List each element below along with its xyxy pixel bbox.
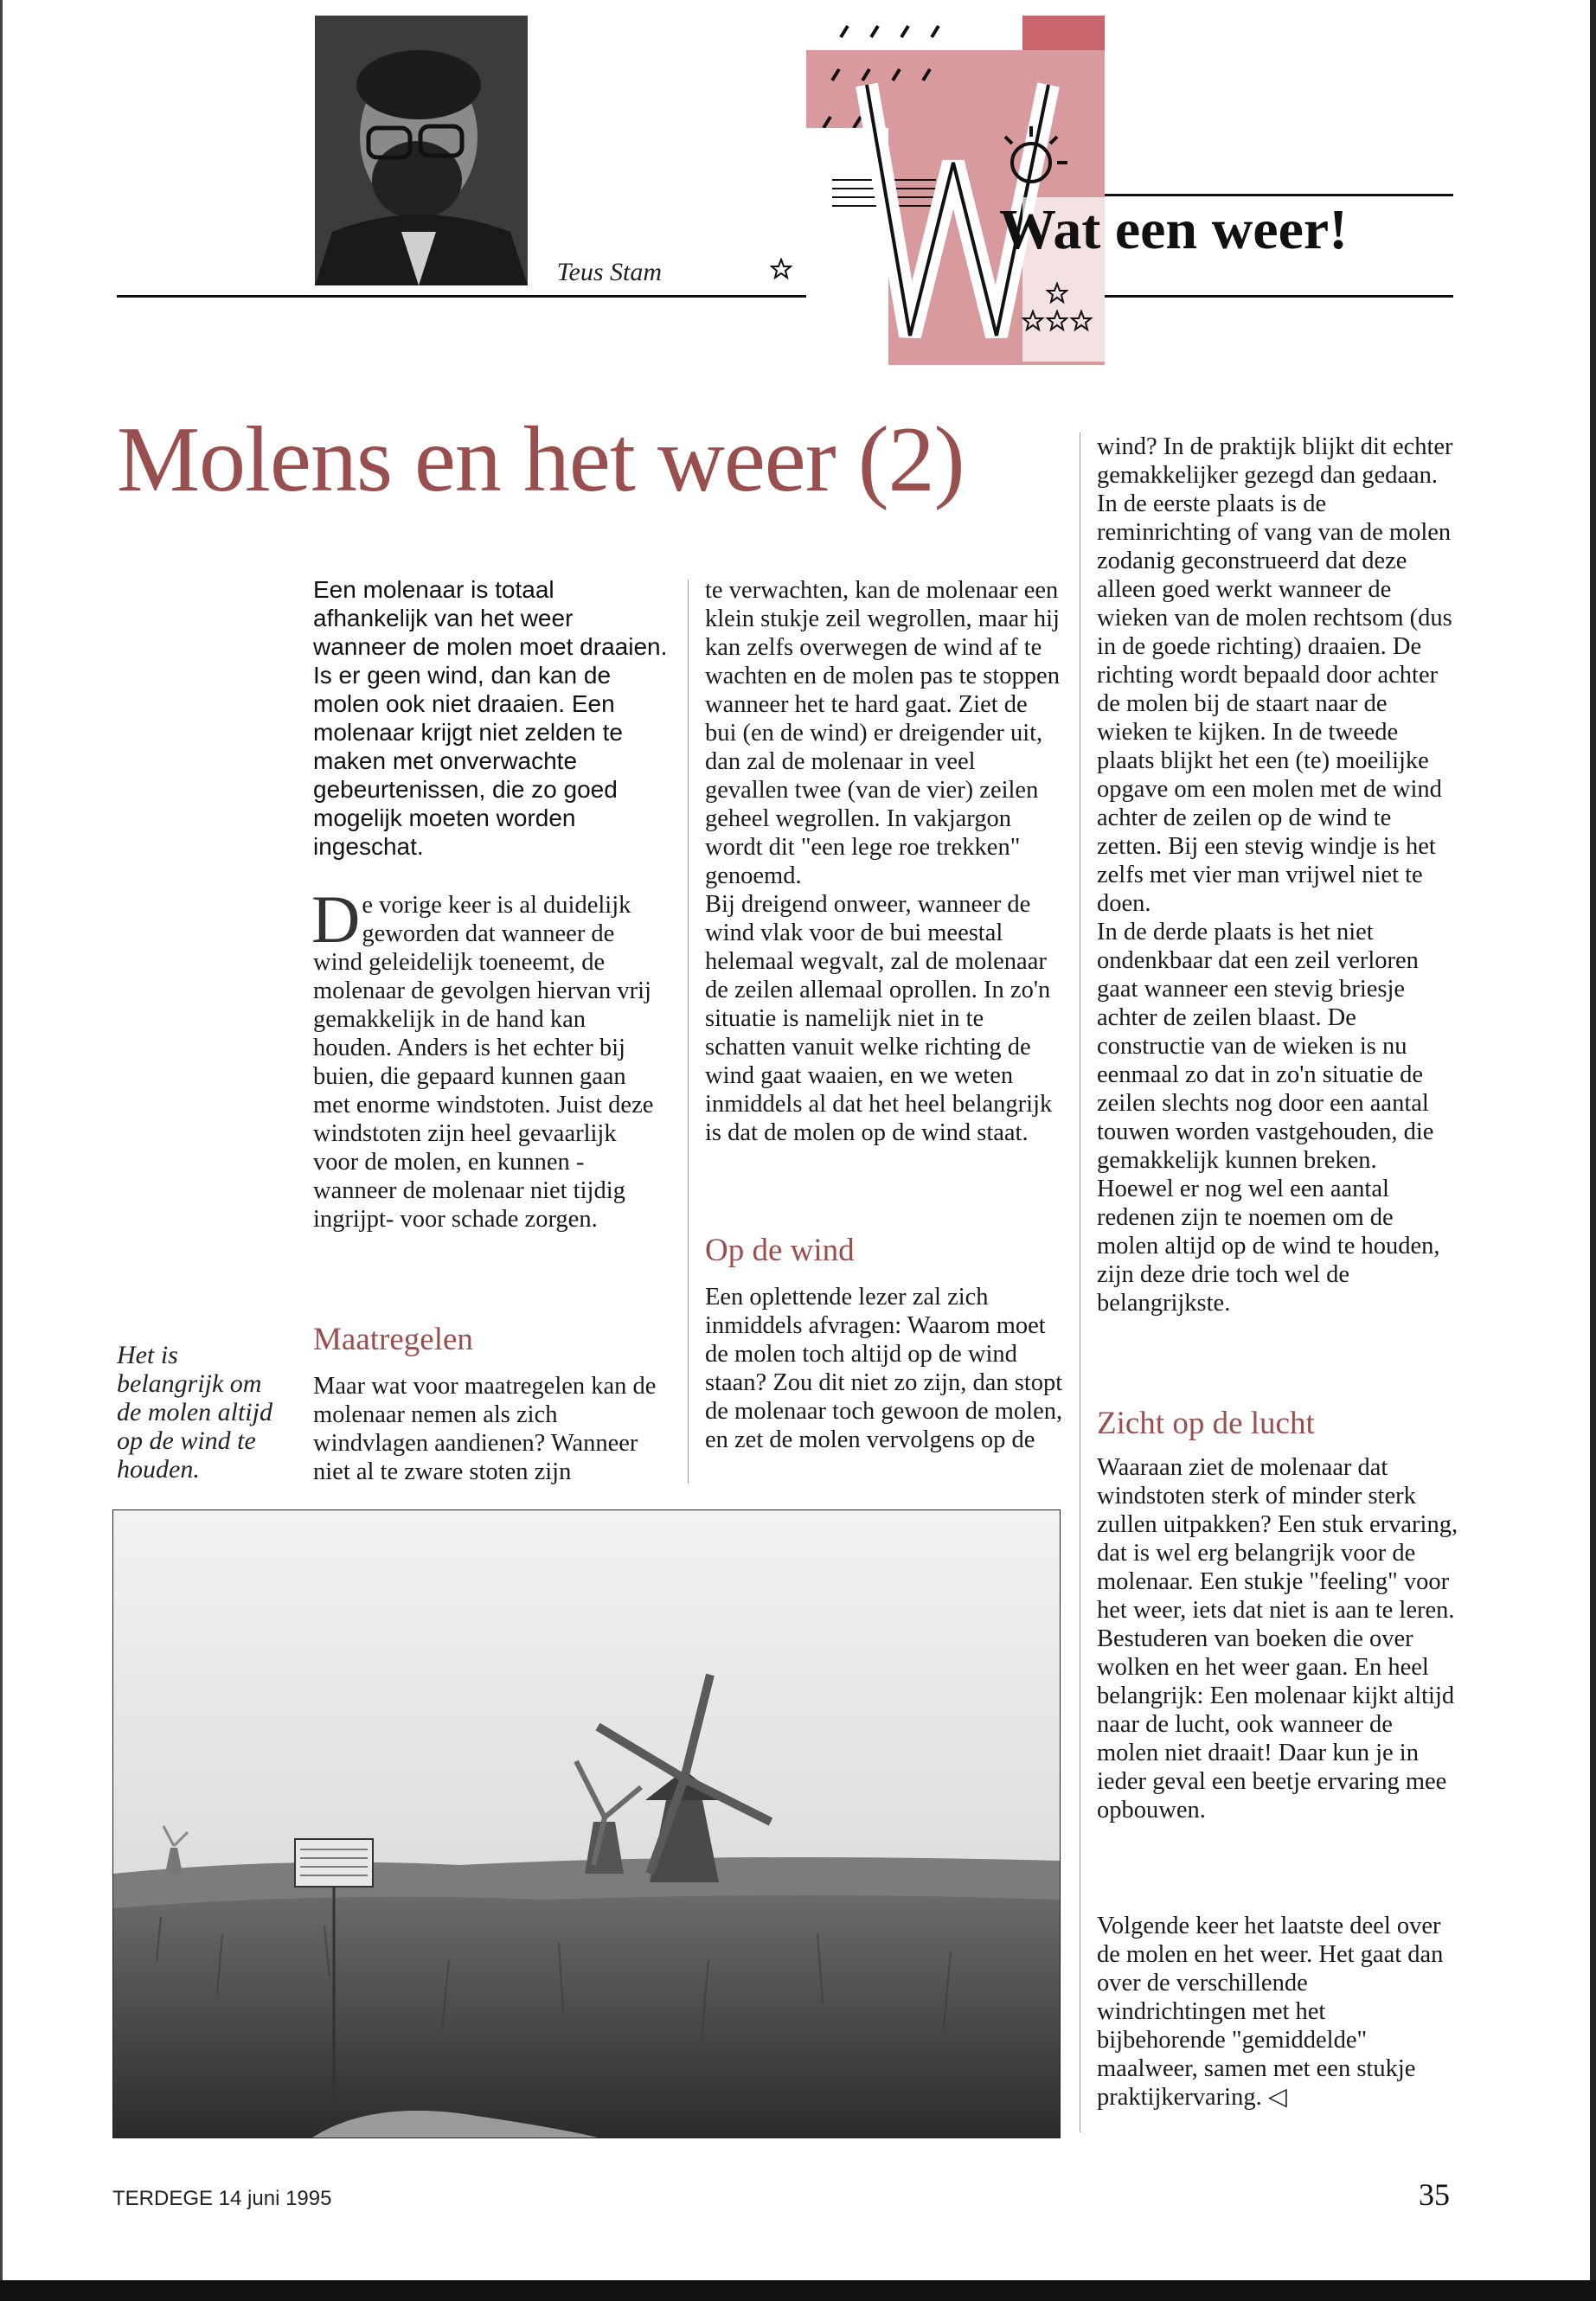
body-column-2 [705, 576, 1064, 1147]
author-portrait [315, 16, 528, 285]
star-icon [770, 258, 792, 285]
portrait-photo [315, 16, 528, 285]
article-lead: Een molenaar is totaal afhankelijk van het weer wanneer de molen moet draaien. Is er geen wind, dan kan de molen ook niet draaien. Een molenaar krijgt niet zelden te maken met onverwachte gebeurtenissen, die zo goed mogelijk moeten worden ingeschat. [313, 576, 668, 860]
scan-edge-bottom [0, 2280, 1596, 2301]
column-title: Wat een weer! [999, 198, 1349, 261]
body-paragraph: Hoewel er nog wel een aantal redenen zijn te noemen om de molen altijd op de wind te houden, zijn deze drie toch wel de belangrijkste. [1097, 1176, 1440, 1317]
subheading-maatregelen: Maatregelen [313, 1322, 473, 1357]
pull-caption: Het is belangrijk om de molen altijd op de wind te houden. [117, 1341, 272, 1484]
drop-cap: D [311, 881, 361, 957]
article-title: Molens en het weer (2) [117, 408, 965, 511]
subheading-zicht-op-de-lucht: Zicht op de lucht [1097, 1406, 1315, 1441]
footer-publication: TERDEGE 14 juni 1995 [112, 2187, 332, 2210]
body-paragraph-maatregelen: Maar wat voor maatregelen kan de molenaar nemen als zich windvlagen aandienen? Wanneer niet al te zware stoten zijn [313, 1373, 657, 1485]
page-number: 35 [1419, 2177, 1450, 2212]
body-paragraph-zicht: Waaraan ziet de molenaar dat windstoten sterk of minder sterk zullen uitpakken? Een stuk ervaring, dat is wel erg belangrijk voor de molenaar. Een stukje "feeling" voor het weer, iets dat niet is aan te leren. Bestuderen van boeken die over wolken en het weer gaan. En heel belangrijk: Een molenaar kijkt altijd naar de lucht, ook wanneer de molen niet draait! Daar kun je in ieder geval een beetje ervaring mee opbouwen. [1097, 1454, 1458, 1823]
body-column-1 [311, 881, 659, 1234]
column-divider-1 [688, 580, 689, 1484]
subheading-op-de-wind: Op de wind [705, 1233, 855, 1268]
body-paragraph-closing: Volgende keer het laatste deel over de molen en het weer. Het gaat dan over de verschillende windrichtingen met het bijbehorende "gemiddelde" maalweer, samen met een stukje praktijkervaring. ◁ [1097, 1913, 1444, 2111]
body-paragraph: In de derde plaats is het niet ondenkbaar dat een zeil verloren gaat wanneer een stevig briesje achter de zeilen blaast. De constructie van de wieken is nu eenmaal zo dat in zo'n situatie de zeilen slechts nog door een aantal touwen worden vastgehouden, die gemakkelijk kunnen breken. [1097, 919, 1434, 1174]
header-rule [117, 295, 1453, 298]
body-paragraph: wind? In de praktijk blijkt dit echter gemakkelijker gezegd dan gedaan. In de eerste plaats is de reminrichting of vang van de molen zodanig geconstrueerd dat deze alleen goed werkt wanneer de wieken van de molen rechtsom (dus in de goede richting) draaien. De richting wordt bepaald door achter de molen bij de staart naar de wieken te kijken. In de tweede plaats blijkt het een (te) moeilijke opgave om een molen met de wind achter de zeilen op de wind te zetten. Bij een stevig windje is het zelfs met vier man vrijwel niet te doen. [1097, 433, 1453, 917]
scan-edge-right [1590, 0, 1596, 2301]
column-logo [806, 16, 1105, 365]
body-paragraph: te verwachten, kan de molenaar een klein stukje zeil wegrollen, maar hij kan zelfs overwegen de wind af te wachten en de molen pas te stoppen wanneer het te hard gaat. Ziet de bui (en de wind) er dreigender uit, dan zal de molenaar in veel gevallen twee (van de vier) zeilen geheel wegrollen. In vakjargon wordt dit "een lege roe trekken" genoemd. [705, 577, 1060, 889]
author-byline: Teus Stam [556, 258, 662, 286]
body-paragraph-intro: De vorige keer is al duidelijk geworden dat wanneer de wind geleidelijk toeneemt, de molenaar de gevolgen hiervan vrij gemakkelijk in de hand kan houden. Anders is het echter bij buien, die gepaard kunnen gaan met enorme windstoten. Juist deze windstoten zijn heel gevaarlijk voor de molen, en kunnen -wanneer de molenaar niet tijdig ingrijpt- voor schade zorgen. [311, 881, 654, 1233]
body-paragraph: Bij dreigend onweer, wanneer de wind vlak voor de bui meestal helemaal wegvalt, zal de molenaar de zeilen allemaal oprollen. In zo'n situatie is namelijk niet in te schatten vanuit welke richting de wind gaat waaien, en we weten inmiddels al dat het heel belangrijk is dat de molen op de wind staat. [705, 891, 1053, 1146]
windmill-landscape-image [113, 1510, 1060, 2138]
body-paragraph-op-de-wind: Een oplettende lezer zal zich inmiddels afvragen: Waarom moet de molen toch altijd op de wind staan? Zou dit niet zo zijn, dan stopt de molenaar toch gewoon de molen, en zet de molen vervolgens op de [705, 1284, 1063, 1453]
weather-logo-graphic [806, 16, 1105, 365]
body-column-3 [1097, 433, 1460, 1317]
windmill-photo [112, 1509, 1061, 2138]
scan-edge-left [0, 0, 3, 2301]
